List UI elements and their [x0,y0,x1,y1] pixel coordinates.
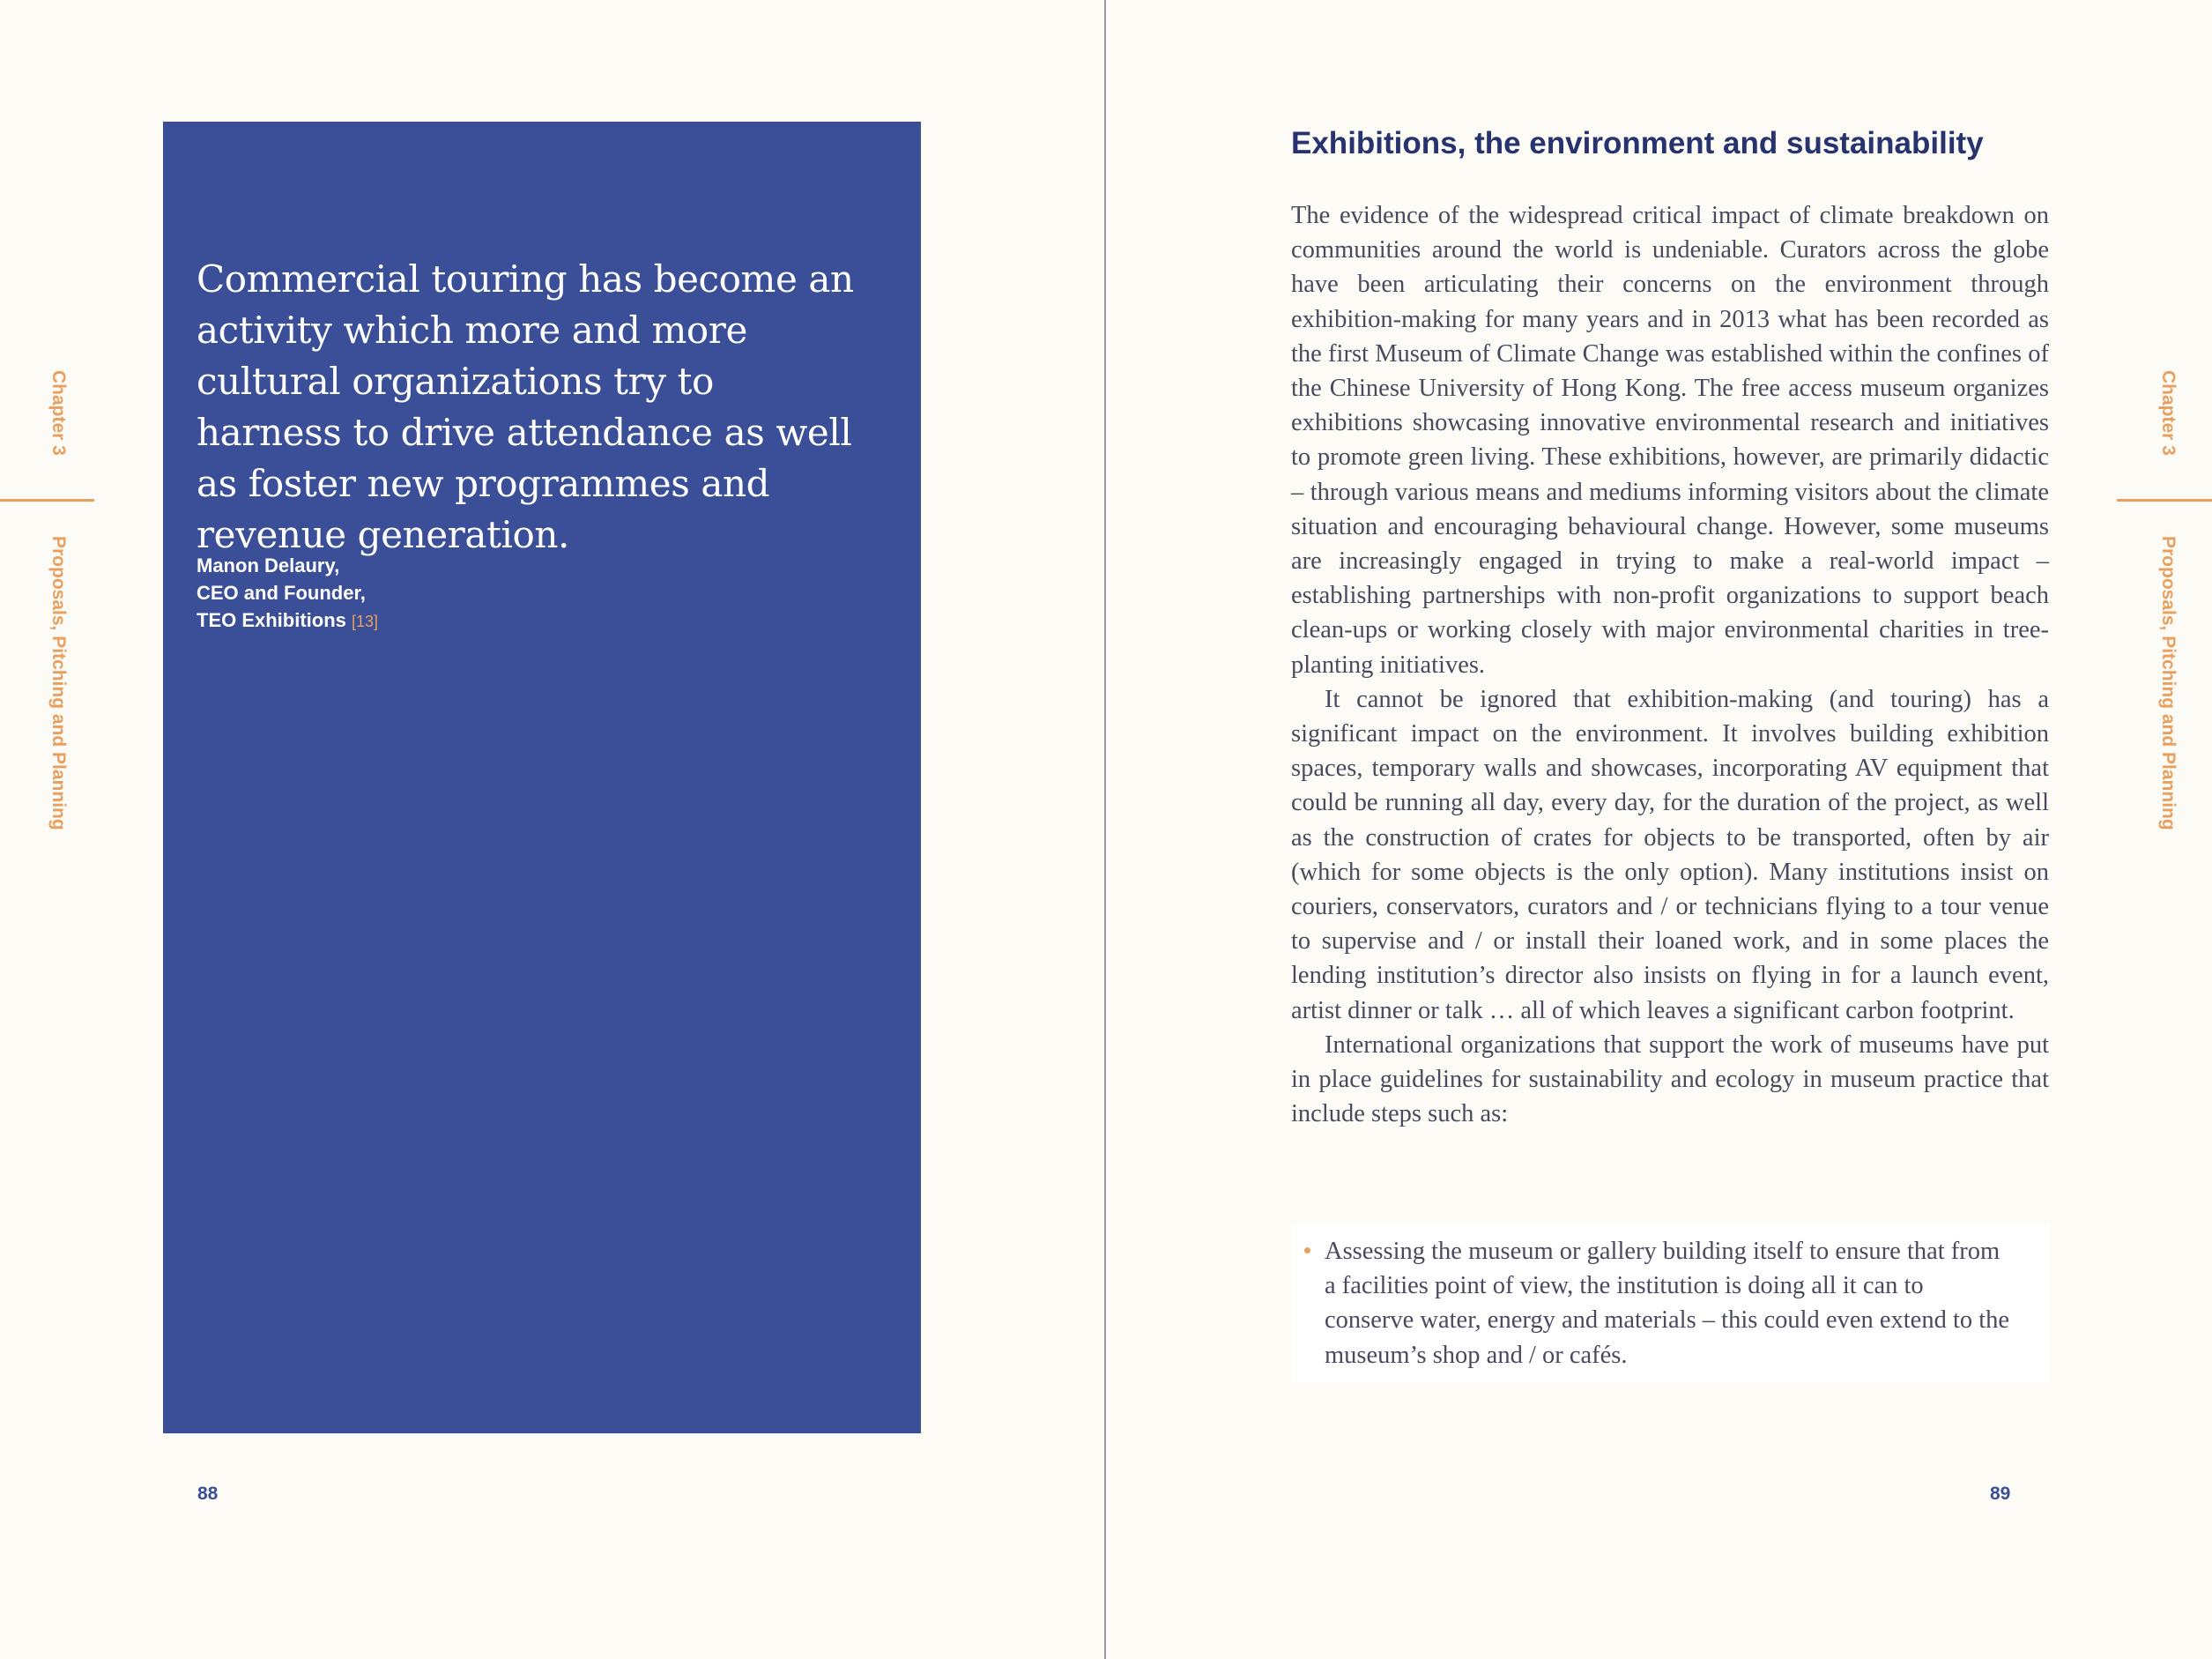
section-heading: Exhibitions, the environment and sustainability [1291,126,1984,160]
attribution-role: CEO and Founder, [197,582,366,604]
attribution-name: Manon Delaury, [197,554,340,577]
paragraph-2: It cannot be ignored that exhibition-making (and touring) has a significant impact on the environment. It involves building exhibition spaces, temporary walls and showcases, incorporating AV equipment that could be running all day, every day, for the duration of the project, as well as the construction of crates for objects to be transported, often by air (which for some objects is the only option). Many institutions insist on couriers, conservators, curators and / or technicians flying to a tour venue to supervise and / or install their loaned work, and in some places the lending institution’s director also insists on flying in for a launch event, artist dinner or talk … all of which leaves a significant carbon footprint. [1291,685,2049,1024]
attribution-organization-line [197,606,725,636]
pull-quote-panel [163,122,921,1433]
section-tab-right: Proposals, Pitching and Planning [2158,536,2179,830]
attribution-organization: TEO Exhibitions [197,609,346,631]
section-tab-left: Proposals, Pitching and Planning [48,536,69,830]
page-number-right: 89 [1990,1484,2011,1504]
bullet-item: Assessing the museum or gallery building itself to ensure that from a facilities point of view, the institution is doing all it can to conserve water, energy and materials – this could even extend to the museum’s shop and / or cafés. [1325,1238,2010,1369]
tab-divider-left [0,499,94,502]
pull-quote-text: Commercial touring has become an activity which more and more cultural organizations try to harness to drive attendance as well as foster new programmes and revenue generation. [197,257,854,556]
body-text [1291,198,2049,1131]
page-number-left: 88 [197,1484,219,1504]
chapter-tab-left: Chapter 3 [48,370,69,456]
page-gutter [1104,0,1106,1659]
paragraph-3: International organizations that support the work of museums have put in place guidelines for sustainability and ecology in museum practice that include steps such as: [1291,1030,2049,1128]
quote-attribution [197,552,725,636]
bullet-list-box [1291,1224,2049,1382]
tab-divider-right [2117,499,2212,502]
footnote-reference: [13] [352,613,379,630]
paragraph-1: The evidence of the widespread critical impact of climate breakdown on communities around the world is undeniable. Curators across the globe have been articulating their concerns on the environment through exhibition-making for many years and in 2013 what has been recorded as the first Museum of Climate Change was established within the confines of the Chinese University of Hong Kong. The free access museum organizes exhibitions showcasing innovative environmental research and initiatives to promote green living. These exhibitions, however, are primarily didactic – through various means and mediums informing visitors about the climate situation and encouraging behavioural change. However, some museums are increasingly engaged in trying to make a real-world impact – establishing partnerships with non-profit organizations to support beach clean-ups or working closely with major environmental charities in tree-planting initiatives. [1291,202,2049,679]
bullet-marker [1304,1247,1310,1254]
chapter-tab-right: Chapter 3 [2158,370,2179,456]
